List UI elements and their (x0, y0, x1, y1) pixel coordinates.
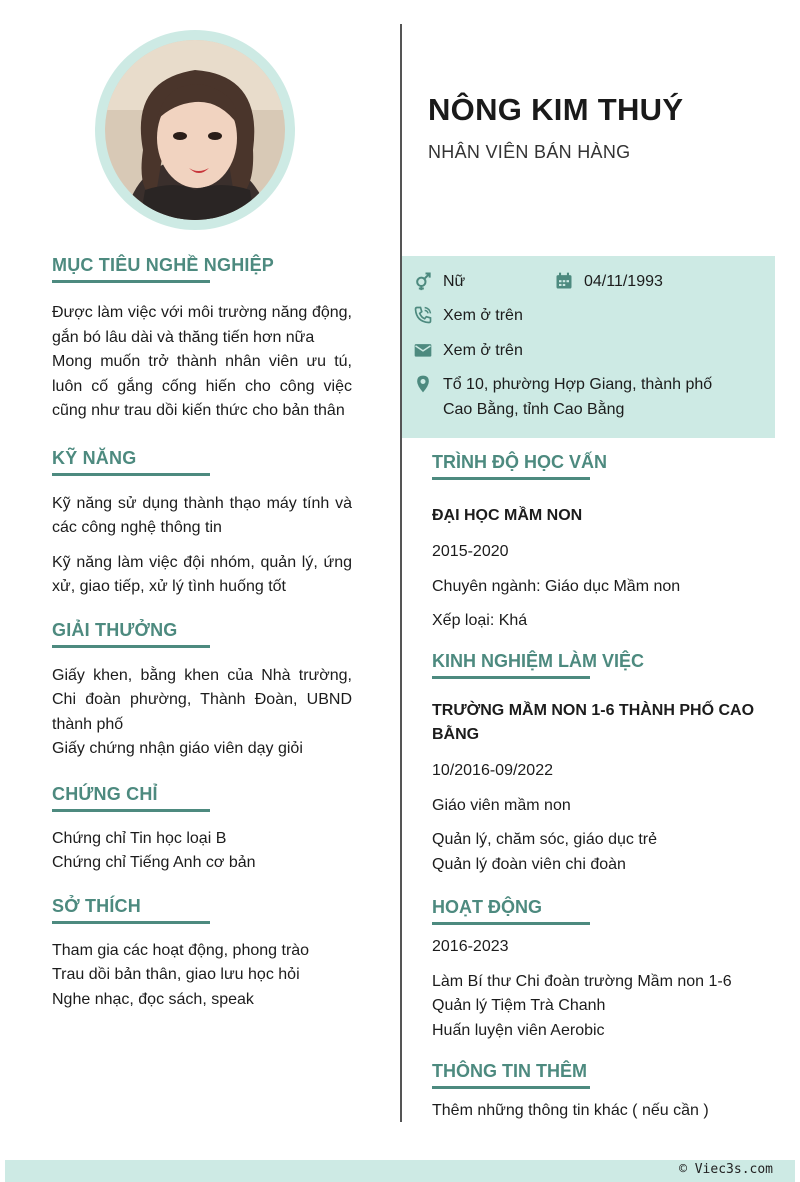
section-title: CHỨNG CHỈ (52, 783, 158, 804)
education-major: Chuyên ngành: Giáo dục Mầm non (432, 577, 681, 595)
location-pin-icon (412, 373, 434, 395)
school-name: ĐẠI HỌC MẦM NON (432, 507, 583, 524)
avatar (105, 40, 285, 220)
section-underline (52, 809, 210, 812)
award-text: Giấy khen, bằng khen của Nhà trường, Chi đoàn phường, Thành Đoàn, UBND thành phố (52, 666, 352, 733)
section-title: HOẠT ĐỘNG (432, 897, 542, 917)
education-grade: Xếp loại: Khá (432, 612, 528, 629)
certificate-item: Chứng chỉ Tin học loại B (52, 829, 227, 847)
career-goal-text: Được làm việc với môi trường năng động, gắn bó lâu dài và thăng tiến hơn nữa (52, 304, 352, 346)
section-underline (432, 477, 590, 480)
candidate-position: NHÂN VIÊN BÁN HÀNG (428, 142, 631, 162)
section-title: KỸ NĂNG (52, 447, 137, 468)
section-title: SỞ THÍCH (52, 895, 141, 916)
skills-section (52, 448, 352, 600)
email-value: Xem ở trên (443, 342, 523, 359)
education-section (432, 452, 762, 634)
certificate-item: Chứng chỉ Tiếng Anh cơ bản (52, 854, 256, 871)
footer-bar (5, 1160, 795, 1182)
phone-row (412, 304, 523, 329)
career-goal-text: Mong muốn trở thành nhân viên ưu tú, luôn cố gắng cống hiến cho công việc cũng như trau dồi kiến thức cho bản thân (52, 353, 352, 419)
envelope-icon (412, 339, 434, 361)
awards-section (52, 620, 352, 762)
left-column (52, 255, 352, 1012)
section-underline (432, 1086, 590, 1089)
birthday-value: 04/11/1993 (584, 273, 663, 290)
certificates-section (52, 784, 352, 876)
hobby-item: Nghe nhạc, đọc sách, speak (52, 990, 254, 1008)
activity-item: Huấn luyện viên Aerobic (432, 1021, 605, 1039)
section-underline (52, 473, 210, 476)
section-underline (432, 922, 590, 925)
address-value: Tổ 10, phường Hợp Giang, thành phố Cao Bằng, tỉnh Cao Bằng (442, 376, 713, 418)
activities-section (432, 897, 762, 1043)
birthday-row (553, 270, 663, 295)
career-goal-section (52, 255, 352, 424)
section-underline (52, 645, 210, 648)
section-title: MỤC TIÊU NGHỀ NGHIỆP (52, 255, 275, 275)
section-underline (432, 676, 590, 679)
calendar-icon (553, 270, 575, 292)
experience-duty: Quản lý đoàn viên chi đoàn (432, 855, 626, 873)
section-title: KINH NGHIỆM LÀM VIỆC (432, 651, 645, 671)
activity-item: Quản lý Tiệm Trà Chanh (432, 997, 606, 1014)
section-title: GIẢI THƯỞNG (52, 619, 178, 640)
extra-info-section (432, 1061, 762, 1124)
email-row (412, 339, 523, 364)
section-title: TRÌNH ĐỘ HỌC VẤN (432, 452, 607, 472)
education-period: 2015-2020 (432, 543, 509, 560)
activity-item: Làm Bí thư Chi đoàn trường Mầm non 1-6 (432, 972, 732, 990)
hobbies-section (52, 896, 352, 1013)
experience-duty: Quản lý, chăm sóc, giáo dục trẻ (432, 831, 657, 848)
contact-box (402, 256, 775, 438)
gender-value: Nữ (443, 273, 466, 290)
company-name: TRƯỜNG MẦM NON 1-6 THÀNH PHỐ CAO BẰNG (432, 702, 755, 743)
gender-icon (412, 270, 434, 292)
phone-icon (412, 304, 434, 326)
candidate-name: NÔNG KIM THUÝ (428, 92, 684, 127)
section-title: THÔNG TIN THÊM (432, 1061, 587, 1081)
section-underline (52, 280, 210, 283)
section-underline (52, 921, 210, 924)
activities-period: 2016-2023 (432, 938, 509, 955)
hobby-item: Tham gia các hoạt động, phong trào (52, 941, 310, 959)
avatar-frame (95, 30, 295, 230)
experience-section (432, 651, 762, 877)
phone-value: Xem ở trên (443, 307, 523, 324)
address-row (412, 373, 742, 422)
experience-role: Giáo viên mầm non (432, 796, 571, 814)
award-text: Giấy chứng nhận giáo viên dạy giỏi (52, 740, 303, 757)
copyright-text: © Viec3s.com (679, 1162, 773, 1177)
skill-item: Kỹ năng sử dụng thành thạo máy tính và các công nghệ thông tin (52, 494, 352, 536)
gender-row (412, 270, 465, 295)
skill-item: Kỹ năng làm việc đội nhóm, quản lý, ứng xử, giao tiếp, xử lý tình huống tốt (52, 553, 352, 595)
extra-info-text: Thêm những thông tin khác ( nếu cần ) (432, 1102, 709, 1119)
column-divider (400, 24, 402, 1122)
hobby-item: Trau dồi bản thân, giao lưu học hỏi (52, 966, 300, 983)
experience-period: 10/2016-09/2022 (432, 762, 553, 779)
